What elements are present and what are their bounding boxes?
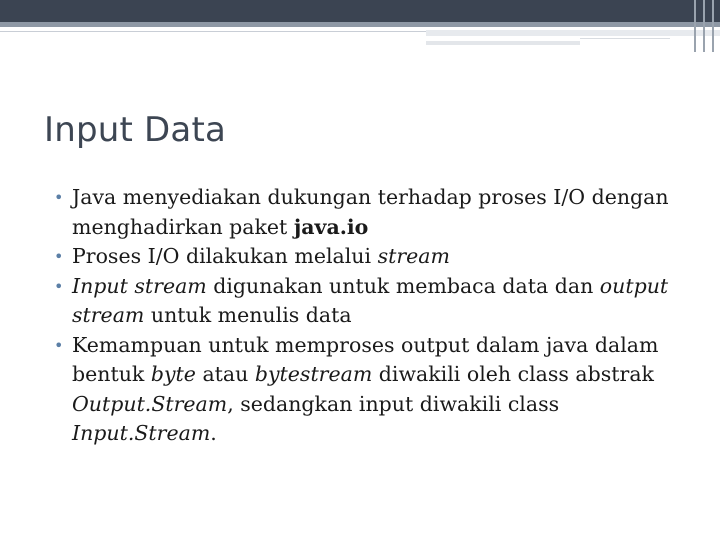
bullet-list: [54, 183, 694, 449]
bullet-text-segment: diwakili oleh class abstrak: [372, 362, 654, 386]
corner-vertical-line: [703, 0, 705, 52]
bullet-dot-icon: •: [54, 188, 64, 207]
bullet-item: [54, 272, 694, 331]
bullet-text-segment: byte: [150, 362, 196, 386]
slide-title: Input Data: [44, 110, 227, 150]
header-light-block: [426, 30, 720, 36]
bullet-item: [54, 242, 694, 272]
bullet-text-segment: Kemampuan untuk memproses output dalam java dalam bentuk: [72, 332, 659, 386]
bullet-text-segment: atau: [195, 362, 255, 386]
header-decoration: [0, 0, 720, 36]
bullet-text-segment: untuk menulis data: [144, 303, 352, 327]
header-light-block-small: [426, 41, 580, 45]
bullet-text-segment: Output.Stream: [72, 391, 228, 416]
bullet-text-segment: Input.Stream: [72, 421, 211, 445]
bullet-text-segment: stream: [377, 244, 450, 268]
bullet-text-segment: java.io: [293, 214, 369, 239]
bullet-dot-icon: •: [54, 247, 64, 266]
bullet-text-segment: .: [210, 421, 217, 445]
header-dark-bar: [0, 0, 720, 22]
header-grey-bar: [0, 22, 720, 27]
bullet-item: [54, 183, 694, 242]
bullet-dot-icon: •: [54, 276, 64, 296]
bullet-text-segment: Proses I/O dilakukan melalui: [72, 244, 378, 268]
corner-vertical-line: [694, 0, 696, 52]
header-rule: [580, 38, 670, 39]
bullet-text-segment: Java menyediakan dukungan terhadap proses I/O dengan menghadirkan paket: [72, 185, 669, 239]
bullet-item: [54, 331, 694, 449]
bullet-text-segment: digunakan untuk membaca data dan: [206, 273, 600, 298]
bullet-text-segment: output stream: [72, 273, 669, 327]
bullet-text-segment: , sedangkan input diwakili class: [227, 391, 560, 416]
bullet-text-segment: Input stream: [72, 273, 207, 298]
bullet-dot-icon: •: [54, 335, 64, 355]
bullet-text-segment: bytestream: [254, 362, 373, 386]
corner-vertical-line: [712, 0, 714, 52]
